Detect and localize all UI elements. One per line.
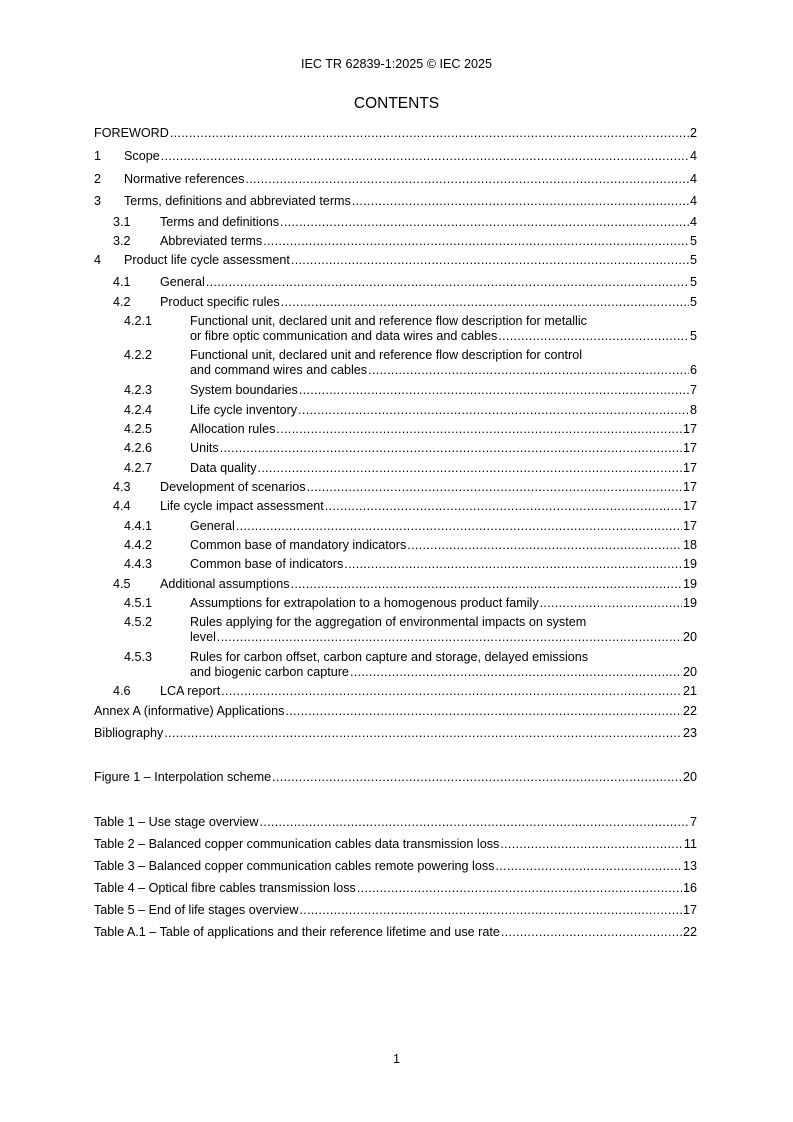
toc-page-number: 4 xyxy=(689,215,697,229)
leader-dots xyxy=(368,363,689,378)
toc-page-number: 5 xyxy=(689,295,697,309)
leader-dots xyxy=(501,925,682,940)
toc-number: 4.4.2 xyxy=(124,538,153,552)
page-title: CONTENTS xyxy=(353,95,440,112)
toc-number: 4.6 xyxy=(113,684,131,698)
leader-dots xyxy=(164,726,682,741)
table-entry-text: Table 3 – Balanced copper communication cables remote powering loss xyxy=(94,859,495,873)
document-header: IEC TR 62839-1:2025 © IEC 2025 xyxy=(300,57,493,71)
toc-entry-bibliography[interactable] xyxy=(94,726,697,741)
toc-entry-text: Scope xyxy=(124,149,160,163)
toc-number: 4.3 xyxy=(113,480,131,494)
table-entry-text: Table 2 – Balanced copper communication cables data transmission loss xyxy=(94,837,500,851)
table-entry-text: Table 5 – End of life stages overview xyxy=(94,903,299,917)
toc-number: 4.4.3 xyxy=(124,557,153,571)
toc-number: 4.1 xyxy=(113,275,131,289)
toc-entry-4-4-1[interactable] xyxy=(94,519,697,534)
toc-entry-4-2-6[interactable] xyxy=(94,441,697,456)
toc-entry-4-3[interactable] xyxy=(94,480,697,495)
toc-page-number: 2 xyxy=(689,126,697,140)
toc-entry-4-5-2[interactable] xyxy=(94,615,697,644)
table-page-number: 7 xyxy=(689,815,697,829)
toc-number: 4.5 xyxy=(113,577,131,591)
leader-dots xyxy=(500,837,683,852)
leader-dots xyxy=(206,275,689,290)
toc-page-number: 17 xyxy=(682,441,697,455)
leader-dots xyxy=(260,815,689,830)
toc-page-number: 5 xyxy=(689,234,697,248)
toc-page-number: 17 xyxy=(682,480,697,494)
toc-entry-4-5-3[interactable] xyxy=(94,650,697,679)
toc-number: 3.2 xyxy=(113,234,131,248)
leader-dots xyxy=(263,234,689,249)
leader-dots xyxy=(258,461,682,476)
leader-dots xyxy=(352,194,689,209)
toc-entry-foreword[interactable] xyxy=(94,126,697,141)
toc-entry-text: Terms, definitions and abbreviated terms xyxy=(124,194,351,208)
leader-dots xyxy=(245,172,689,187)
leader-dots xyxy=(236,519,682,534)
toc-number: 4.2 xyxy=(113,295,131,309)
toc-page-number: 23 xyxy=(682,726,697,740)
toc-page-number: 19 xyxy=(682,596,697,610)
toc-entry-1[interactable] xyxy=(94,149,697,164)
leader-dots xyxy=(280,215,689,230)
toc-page-number: 17 xyxy=(682,461,697,475)
list-of-tables-entry[interactable] xyxy=(94,859,697,874)
toc-number: 2 xyxy=(94,172,102,186)
leader-dots xyxy=(498,329,689,344)
toc-number: 4.4.1 xyxy=(124,519,153,533)
leader-dots xyxy=(325,499,682,514)
toc-page-number: 6 xyxy=(689,362,697,377)
toc-entry-4[interactable] xyxy=(94,253,697,268)
toc-entry-4-2-2[interactable] xyxy=(94,348,697,377)
toc-page-number: 5 xyxy=(689,253,697,267)
toc-entry-text: Common base of mandatory indicators xyxy=(190,538,407,552)
toc-entry-text: Bibliography xyxy=(94,726,164,740)
leader-dots xyxy=(307,480,682,495)
list-of-tables-entry[interactable] xyxy=(94,881,697,896)
toc-entry-text: and biogenic carbon capture xyxy=(190,664,349,679)
toc-entry-4-2-4[interactable] xyxy=(94,403,697,418)
toc-entry-text: level xyxy=(190,629,216,644)
toc-number: 4.5.3 xyxy=(124,650,153,664)
toc-page-number: 4 xyxy=(689,172,697,186)
toc-entry-text: or fibre optic communication and data wires and cables xyxy=(190,328,498,343)
toc-entry-4-5[interactable] xyxy=(94,577,697,592)
toc-entry-3-1[interactable] xyxy=(94,215,697,230)
toc-page-number: 18 xyxy=(682,538,697,552)
toc-entry-text-line1: Functional unit, declared unit and reference flow description for control xyxy=(190,348,583,362)
table-page-number: 22 xyxy=(682,925,697,939)
toc-number: 1 xyxy=(94,149,102,163)
leader-dots xyxy=(357,881,682,896)
toc-entry-text-line1: Functional unit, declared unit and reference flow description for metallic xyxy=(190,314,587,328)
toc-entry-4-4[interactable] xyxy=(94,499,697,514)
list-of-tables-entry[interactable] xyxy=(94,903,697,918)
toc-page-number: 8 xyxy=(689,403,697,417)
toc-entry-text: System boundaries xyxy=(190,383,298,397)
toc-entry-4-2-1[interactable] xyxy=(94,314,697,343)
toc-number: 4.5.1 xyxy=(124,596,153,610)
leader-dots xyxy=(344,557,682,572)
toc-entry-text: Life cycle inventory xyxy=(190,403,298,417)
table-page-number: 17 xyxy=(682,903,697,917)
figure-entry-text: Figure 1 – Interpolation scheme xyxy=(94,770,272,784)
toc-page-number: 21 xyxy=(682,684,697,698)
toc-number: 4.2.1 xyxy=(124,314,153,328)
toc-entry-3[interactable] xyxy=(94,194,697,209)
toc-number: 4.2.4 xyxy=(124,403,153,417)
toc-entry-text: Normative references xyxy=(124,172,245,186)
leader-dots xyxy=(281,295,689,310)
toc-entry-annex-a[interactable] xyxy=(94,704,697,719)
toc-number: 3.1 xyxy=(113,215,131,229)
toc-number: 4.2.2 xyxy=(124,348,153,362)
toc-entry-4-2-3[interactable] xyxy=(94,383,697,398)
toc-entry-text: Units xyxy=(190,441,219,455)
toc-entry-text: Terms and definitions xyxy=(160,215,280,229)
toc-entry-text: Product specific rules xyxy=(160,295,280,309)
leader-dots xyxy=(221,684,682,699)
toc-entry-4-2[interactable] xyxy=(94,295,697,310)
toc-page-number: 20 xyxy=(682,664,697,679)
toc-number: 4.5.2 xyxy=(124,615,153,629)
toc-entry-text: FOREWORD xyxy=(94,126,169,140)
toc-entry-4-2-5[interactable] xyxy=(94,422,697,437)
toc-entry-text: LCA report xyxy=(160,684,221,698)
leader-dots xyxy=(170,126,689,141)
leader-dots xyxy=(495,859,682,874)
toc-page-number: 20 xyxy=(682,629,697,644)
table-entry-text: Table 4 – Optical fibre cables transmission loss xyxy=(94,881,356,895)
list-of-figures-entry[interactable] xyxy=(94,770,697,785)
toc-entry-3-2[interactable] xyxy=(94,234,697,249)
table-page-number: 13 xyxy=(682,859,697,873)
leader-dots xyxy=(220,441,682,456)
toc-number: 3 xyxy=(94,194,102,208)
leader-dots xyxy=(350,665,682,680)
toc-page-number: 7 xyxy=(689,383,697,397)
toc-entry-4-6[interactable] xyxy=(94,684,697,699)
leader-dots xyxy=(298,403,689,418)
table-entry-text: Table 1 – Use stage overview xyxy=(94,815,259,829)
toc-page-number: 22 xyxy=(682,704,697,718)
toc-page-number: 17 xyxy=(682,499,697,513)
toc-number: 4.2.6 xyxy=(124,441,153,455)
leader-dots xyxy=(540,596,682,611)
toc-number: 4.2.3 xyxy=(124,383,153,397)
leader-dots xyxy=(299,903,682,918)
toc-entry-text: Product life cycle assessment xyxy=(124,253,290,267)
toc-entry-text: Annex A (informative) Applications xyxy=(94,704,285,718)
toc-entry-4-4-2[interactable] xyxy=(94,538,697,553)
toc-entry-text: Common base of indicators xyxy=(190,557,344,571)
toc-entry-text: General xyxy=(160,275,205,289)
toc-entry-2[interactable] xyxy=(94,172,697,187)
leader-dots xyxy=(285,704,682,719)
leader-dots xyxy=(272,770,682,785)
toc-entry-text: General xyxy=(190,519,235,533)
toc-entry-text: Data quality xyxy=(190,461,257,475)
toc-entry-4-1[interactable] xyxy=(94,275,697,290)
toc-entry-text: and command wires and cables xyxy=(190,362,368,377)
leader-dots xyxy=(299,383,689,398)
toc-entry-text-line1: Rules applying for the aggregation of environmental impacts on system xyxy=(190,615,587,629)
toc-number: 4.4 xyxy=(113,499,131,513)
table-entry-text: Table A.1 – Table of applications and their reference lifetime and use rate xyxy=(94,925,500,939)
toc-page-number: 4 xyxy=(689,194,697,208)
toc-number: 4.2.7 xyxy=(124,461,153,475)
toc-page-number: 17 xyxy=(682,422,697,436)
leader-dots xyxy=(161,149,689,164)
toc-page-number: 17 xyxy=(682,519,697,533)
list-of-tables-entry[interactable] xyxy=(94,925,697,940)
list-of-tables-entry[interactable] xyxy=(94,815,697,830)
toc-number: 4.2.5 xyxy=(124,422,153,436)
toc-entry-text: Abbreviated terms xyxy=(160,234,263,248)
list-of-tables-entry[interactable] xyxy=(94,837,697,852)
toc-entry-text: Assumptions for extrapolation to a homogenous product family xyxy=(190,596,539,610)
toc-page-number: 19 xyxy=(682,557,697,571)
toc-page-number: 5 xyxy=(689,275,697,289)
table-page-number: 11 xyxy=(683,837,697,851)
toc-entry-text: Development of scenarios xyxy=(160,480,306,494)
toc-entry-text: Additional assumptions xyxy=(160,577,290,591)
toc-number: 4 xyxy=(94,253,102,267)
table-page-number: 16 xyxy=(682,881,697,895)
leader-dots xyxy=(276,422,682,437)
toc-entry-text: Life cycle impact assessment xyxy=(160,499,324,513)
toc-entry-4-5-1[interactable] xyxy=(94,596,697,611)
leader-dots xyxy=(407,538,682,553)
toc-page-number: 4 xyxy=(689,149,697,163)
toc-page-number: 19 xyxy=(682,577,697,591)
page-number: 1 xyxy=(392,1052,400,1066)
leader-dots xyxy=(291,253,689,268)
toc-entry-text-line1: Rules for carbon offset, carbon capture and storage, delayed emissions xyxy=(190,650,589,664)
toc-entry-text: Allocation rules xyxy=(190,422,276,436)
leader-dots xyxy=(291,577,682,592)
figure-page-number: 20 xyxy=(682,770,697,784)
toc-page-number: 5 xyxy=(689,328,697,343)
toc-entry-4-4-3[interactable] xyxy=(94,557,697,572)
toc-entry-4-2-7[interactable] xyxy=(94,461,697,476)
leader-dots xyxy=(217,630,682,645)
